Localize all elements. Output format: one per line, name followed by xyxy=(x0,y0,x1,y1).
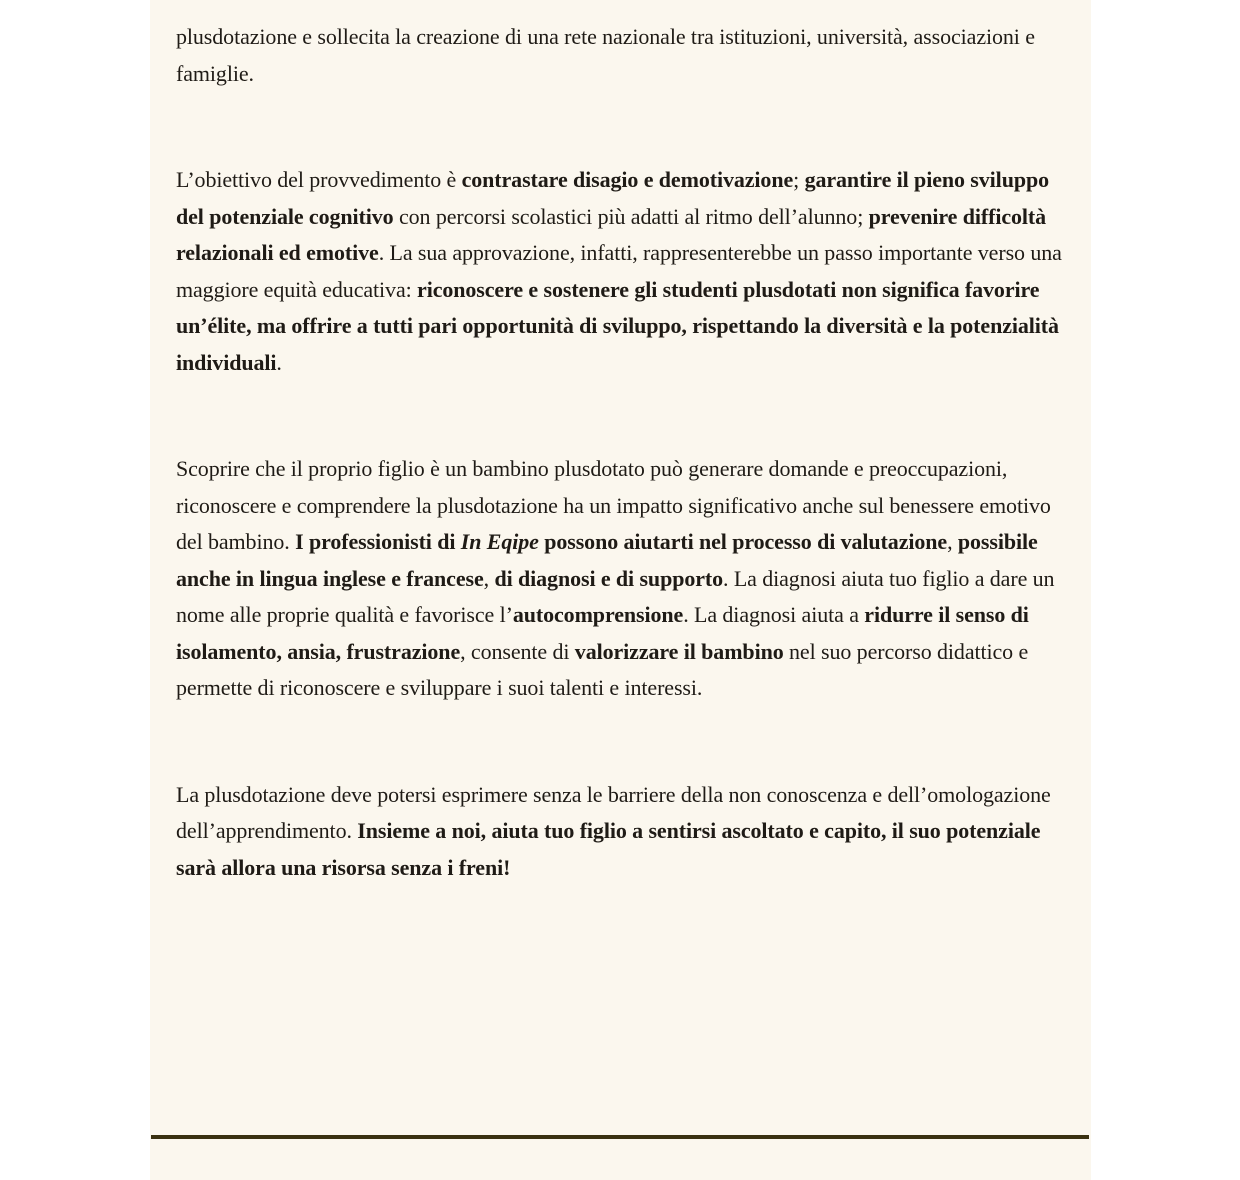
paragraph xyxy=(176,451,1068,707)
text-run: contrastare disagio e demotivazione xyxy=(461,167,794,192)
text-run: riconoscere e sostenere gli studenti plusdotati non significa favorire un’élite, ma offrire a tutti pari opportunità di sviluppo, rispettando la diversità e la potenzialità individuali xyxy=(176,276,1059,375)
paragraph xyxy=(176,777,1068,887)
page-sheet xyxy=(150,0,1091,1180)
text-run: L’obiettivo del provvedimento è xyxy=(176,167,462,192)
text-run: possono aiutarti nel processo di valutazione xyxy=(538,529,948,554)
text-run: valorizzare il bambino xyxy=(574,638,784,664)
text-run: , xyxy=(483,565,495,591)
divider-rule xyxy=(151,1135,1089,1139)
text-run: ; xyxy=(793,167,805,192)
text-run: , consente di xyxy=(460,638,575,664)
text-run: prevenire difficoltà relazionali ed emotive xyxy=(176,203,1047,265)
text-run: In Eqipe xyxy=(460,529,539,554)
text-run: . xyxy=(276,349,282,375)
text-run: con percorsi scolastici più adatti al ritmo dell’alunno; xyxy=(393,203,869,229)
text-run: plusdotazione e sollecita la creazione di una rete nazionale tra istituzioni, università, associazioni e famiglie. xyxy=(176,24,1035,86)
text-run: autocomprensione xyxy=(512,602,684,627)
text-run: La plusdotazione deve potersi esprimere senza le barriere della non conoscenza e dell’omologazione dell’apprendimento. xyxy=(176,781,1051,843)
text-run: nel suo percorso didattico e permette di riconoscere e sviluppare i suoi talenti e interessi. xyxy=(176,638,1029,700)
text-run: , xyxy=(947,529,958,554)
text-run: ridurre il senso di isolamento, ansia, frustrazione xyxy=(176,602,1029,664)
text-run: possibile anche in lingua inglese e francese xyxy=(176,529,1038,591)
article-text xyxy=(176,0,1068,886)
text-run: . La diagnosi aiuta tuo figlio a dare un nome alle proprie qualità e favorisce l’ xyxy=(176,565,1055,627)
text-run: garantire il pieno sviluppo del potenziale cognitivo xyxy=(176,167,1049,229)
text-run: . La sua approvazione, infatti, rappresenterebbe un passo importante verso una maggiore equità educativa: xyxy=(176,240,1062,302)
text-run: Insieme a noi, aiuta tuo figlio a sentirsi ascoltato e capito, il suo potenziale sarà allora una risorsa senza i freni! xyxy=(176,818,1041,880)
text-run: I professionisti di xyxy=(295,529,461,554)
text-run: . La diagnosi aiuta a xyxy=(683,602,865,627)
paragraph xyxy=(176,162,1068,381)
paragraph xyxy=(176,19,1068,92)
text-run: di diagnosi e di supporto xyxy=(494,565,724,591)
text-run: Scoprire che il proprio figlio è un bambino plusdotato può generare domande e preoccupazioni, riconoscere e comprendere la plusdotazione ha un impatto significativo anche sul benessere emotivo del bambino. xyxy=(176,456,1051,554)
